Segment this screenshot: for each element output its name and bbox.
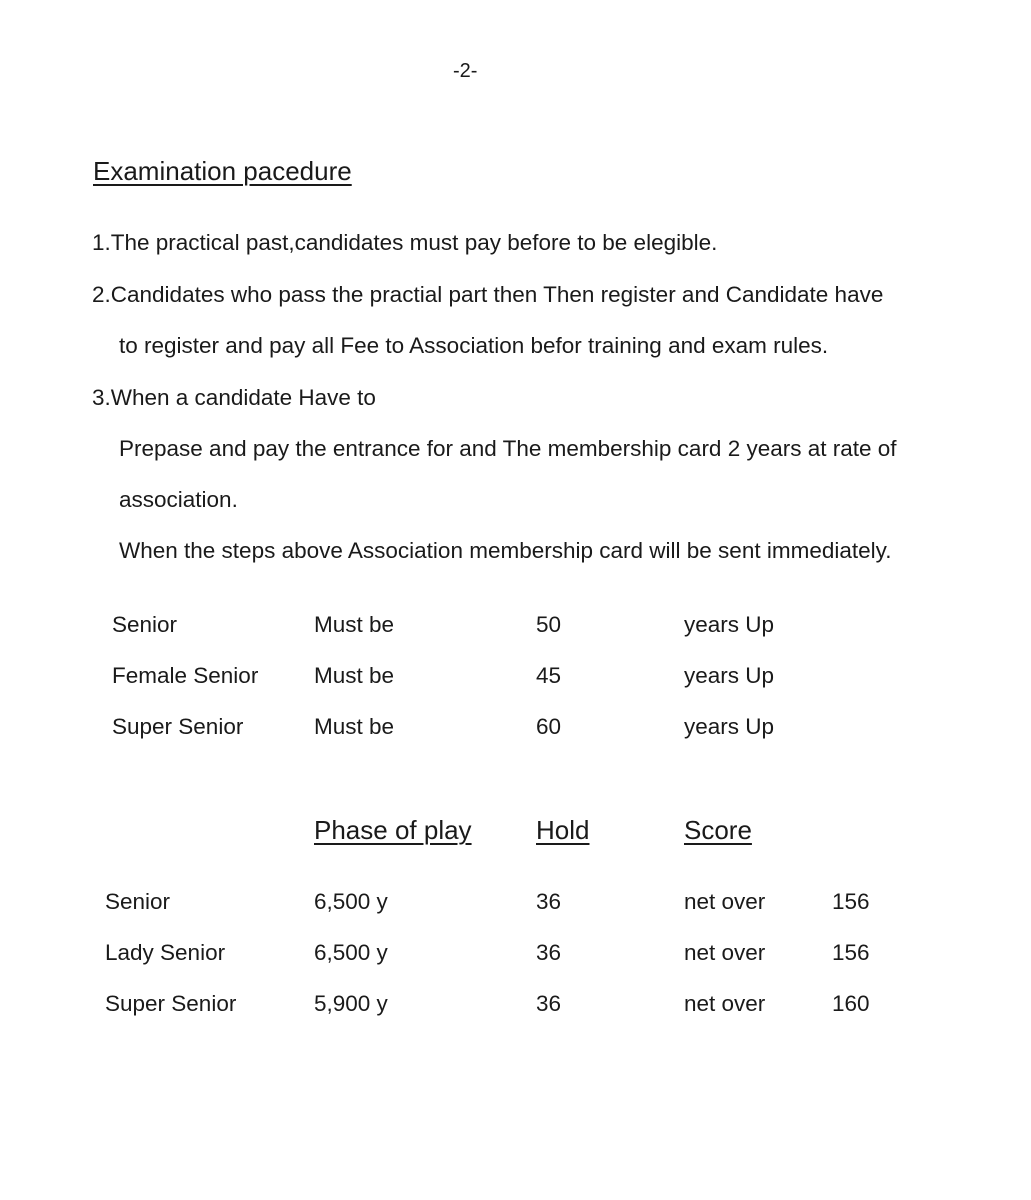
- play-distance: 5,900 y: [314, 991, 388, 1016]
- age-rule: Must be: [314, 663, 395, 688]
- play-score-label: net over: [684, 991, 766, 1016]
- procedure-item-2-continued: to register and pay all Fee to Association befor training and exam rules.: [119, 333, 829, 358]
- play-score-value: 156: [832, 940, 870, 965]
- play-distance: 6,500 y: [314, 940, 388, 965]
- header-phase-of-play: Phase of play: [314, 815, 472, 845]
- age-category: Super Senior: [112, 714, 244, 739]
- play-score-value: 160: [832, 991, 870, 1016]
- procedure-item-2: 2.Candidates who pass the practial part then Then register and Candidate have: [92, 282, 884, 307]
- play-hold: 36: [536, 940, 562, 965]
- procedure-closing-note: When the steps above Association membership card will be sent immediately.: [119, 538, 892, 563]
- age-category: Female Senior: [112, 663, 259, 688]
- age-rule: Must be: [314, 714, 395, 739]
- age-category: Senior: [112, 612, 178, 637]
- age-value: 45: [536, 663, 562, 688]
- play-hold: 36: [536, 991, 562, 1016]
- age-unit: years Up: [684, 663, 775, 688]
- play-score-value: 156: [832, 889, 870, 914]
- age-unit: years Up: [684, 612, 775, 637]
- play-distance: 6,500 y: [314, 889, 388, 914]
- play-score-label: net over: [684, 940, 766, 965]
- procedure-item-3-detail: Prepase and pay the entrance for and The membership card 2 years at rate of: [119, 436, 897, 461]
- age-rule: Must be: [314, 612, 395, 637]
- play-hold: 36: [536, 889, 562, 914]
- age-unit: years Up: [684, 714, 775, 739]
- header-score: Score: [684, 815, 752, 845]
- header-hold: Hold: [536, 815, 590, 845]
- age-value: 60: [536, 714, 562, 739]
- section-heading: Examination pacedure: [93, 156, 352, 186]
- play-score-label: net over: [684, 889, 766, 914]
- play-category: Lady Senior: [105, 940, 226, 965]
- page-number: -2-: [453, 60, 478, 82]
- procedure-item-1: 1.The practical past,candidates must pay before to be elegible.: [92, 230, 718, 255]
- age-value: 50: [536, 612, 562, 637]
- procedure-item-3: 3.When a candidate Have to: [92, 385, 376, 410]
- play-category: Senior: [105, 889, 171, 914]
- play-category: Super Senior: [105, 991, 237, 1016]
- procedure-item-3-detail-continued: association.: [119, 487, 238, 512]
